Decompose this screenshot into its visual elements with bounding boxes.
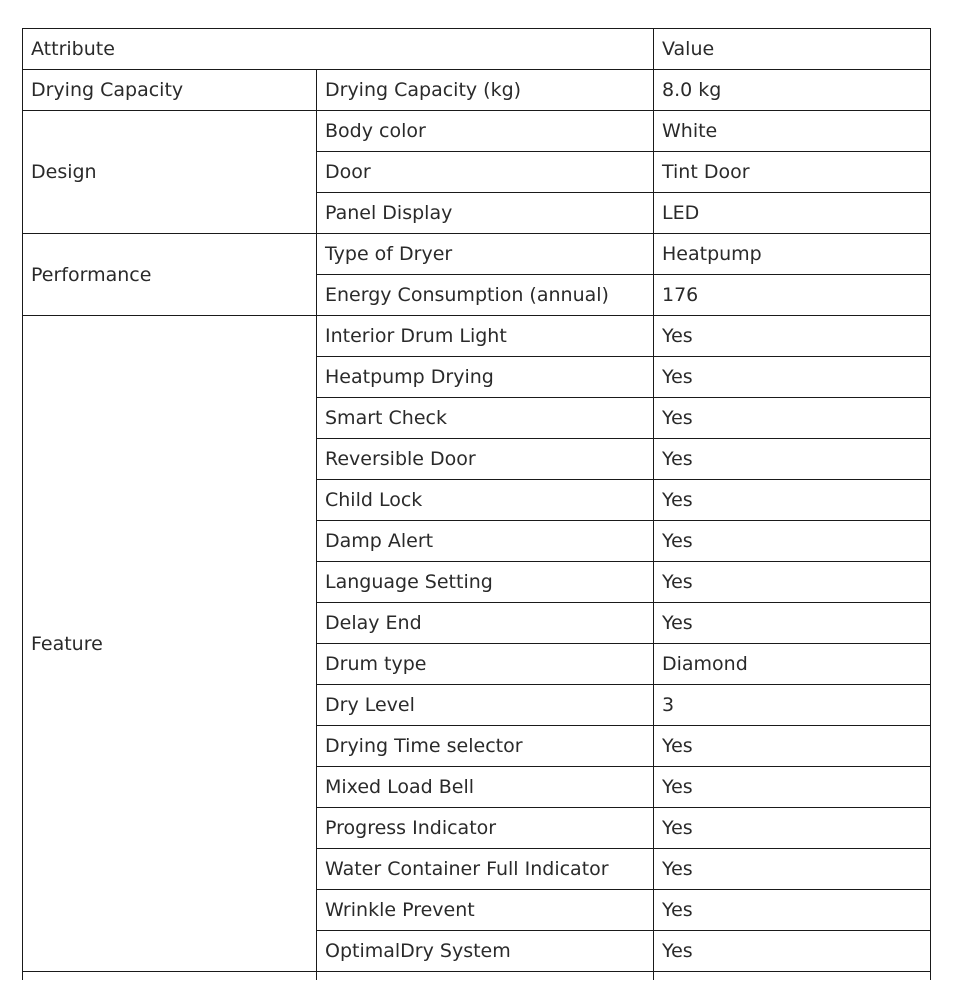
group-name-cell: Drying Capacity (23, 70, 317, 111)
attribute-cell: Water Container Full Indicator (317, 849, 654, 890)
value-cell: Yes (654, 849, 931, 890)
attribute-cell: Dry Level (317, 685, 654, 726)
attribute-cell: Smart Check (317, 398, 654, 439)
group-name-cell: Feature (23, 316, 317, 972)
spec-table (22, 28, 931, 980)
attribute-cell: Panel Display (317, 193, 654, 234)
attribute-cell: Drying Capacity (kg) (317, 70, 654, 111)
value-cell: Diamond (654, 644, 931, 685)
spec-table-body (23, 29, 931, 980)
value-cell: Tint Door (654, 152, 931, 193)
attribute-cell: Damp Alert (317, 521, 654, 562)
value-cell: Yes (654, 931, 931, 972)
value-cell: Yes (654, 398, 931, 439)
attribute-cell: Energy Consumption (annual) (317, 275, 654, 316)
value-cell: Yes (654, 767, 931, 808)
value-cell: Yes (654, 357, 931, 398)
value-cell: Yes (654, 439, 931, 480)
spec-table-container (22, 28, 930, 980)
empty-cell (654, 972, 931, 980)
attribute-cell: Interior Drum Light (317, 316, 654, 357)
value-cell: 3 (654, 685, 931, 726)
group-name-cell: Performance (23, 234, 317, 316)
table-row (23, 316, 931, 357)
attribute-cell: Progress Indicator (317, 808, 654, 849)
attribute-cell: Door (317, 152, 654, 193)
table-row (23, 111, 931, 152)
attribute-cell: Reversible Door (317, 439, 654, 480)
group-name-cell: Design (23, 111, 317, 234)
empty-cell (317, 972, 654, 980)
value-cell: Heatpump (654, 234, 931, 275)
table-row (23, 234, 931, 275)
empty-cell (23, 972, 317, 980)
header-attribute: Attribute (23, 29, 654, 70)
value-cell: Yes (654, 480, 931, 521)
attribute-cell: Body color (317, 111, 654, 152)
value-cell: 176 (654, 275, 931, 316)
attribute-cell: Child Lock (317, 480, 654, 521)
attribute-cell: Drum type (317, 644, 654, 685)
value-cell: Yes (654, 316, 931, 357)
attribute-cell: Type of Dryer (317, 234, 654, 275)
table-header-row (23, 29, 931, 70)
table-row-partial (23, 972, 931, 980)
header-value: Value (654, 29, 931, 70)
attribute-cell: Heatpump Drying (317, 357, 654, 398)
table-row (23, 70, 931, 111)
value-cell: White (654, 111, 931, 152)
value-cell: 8.0 kg (654, 70, 931, 111)
value-cell: Yes (654, 808, 931, 849)
attribute-cell: Mixed Load Bell (317, 767, 654, 808)
attribute-cell: Drying Time selector (317, 726, 654, 767)
value-cell: LED (654, 193, 931, 234)
attribute-cell: Language Setting (317, 562, 654, 603)
attribute-cell: OptimalDry System (317, 931, 654, 972)
value-cell: Yes (654, 603, 931, 644)
value-cell: Yes (654, 726, 931, 767)
value-cell: Yes (654, 890, 931, 931)
value-cell: Yes (654, 562, 931, 603)
attribute-cell: Delay End (317, 603, 654, 644)
attribute-cell: Wrinkle Prevent (317, 890, 654, 931)
value-cell: Yes (654, 521, 931, 562)
